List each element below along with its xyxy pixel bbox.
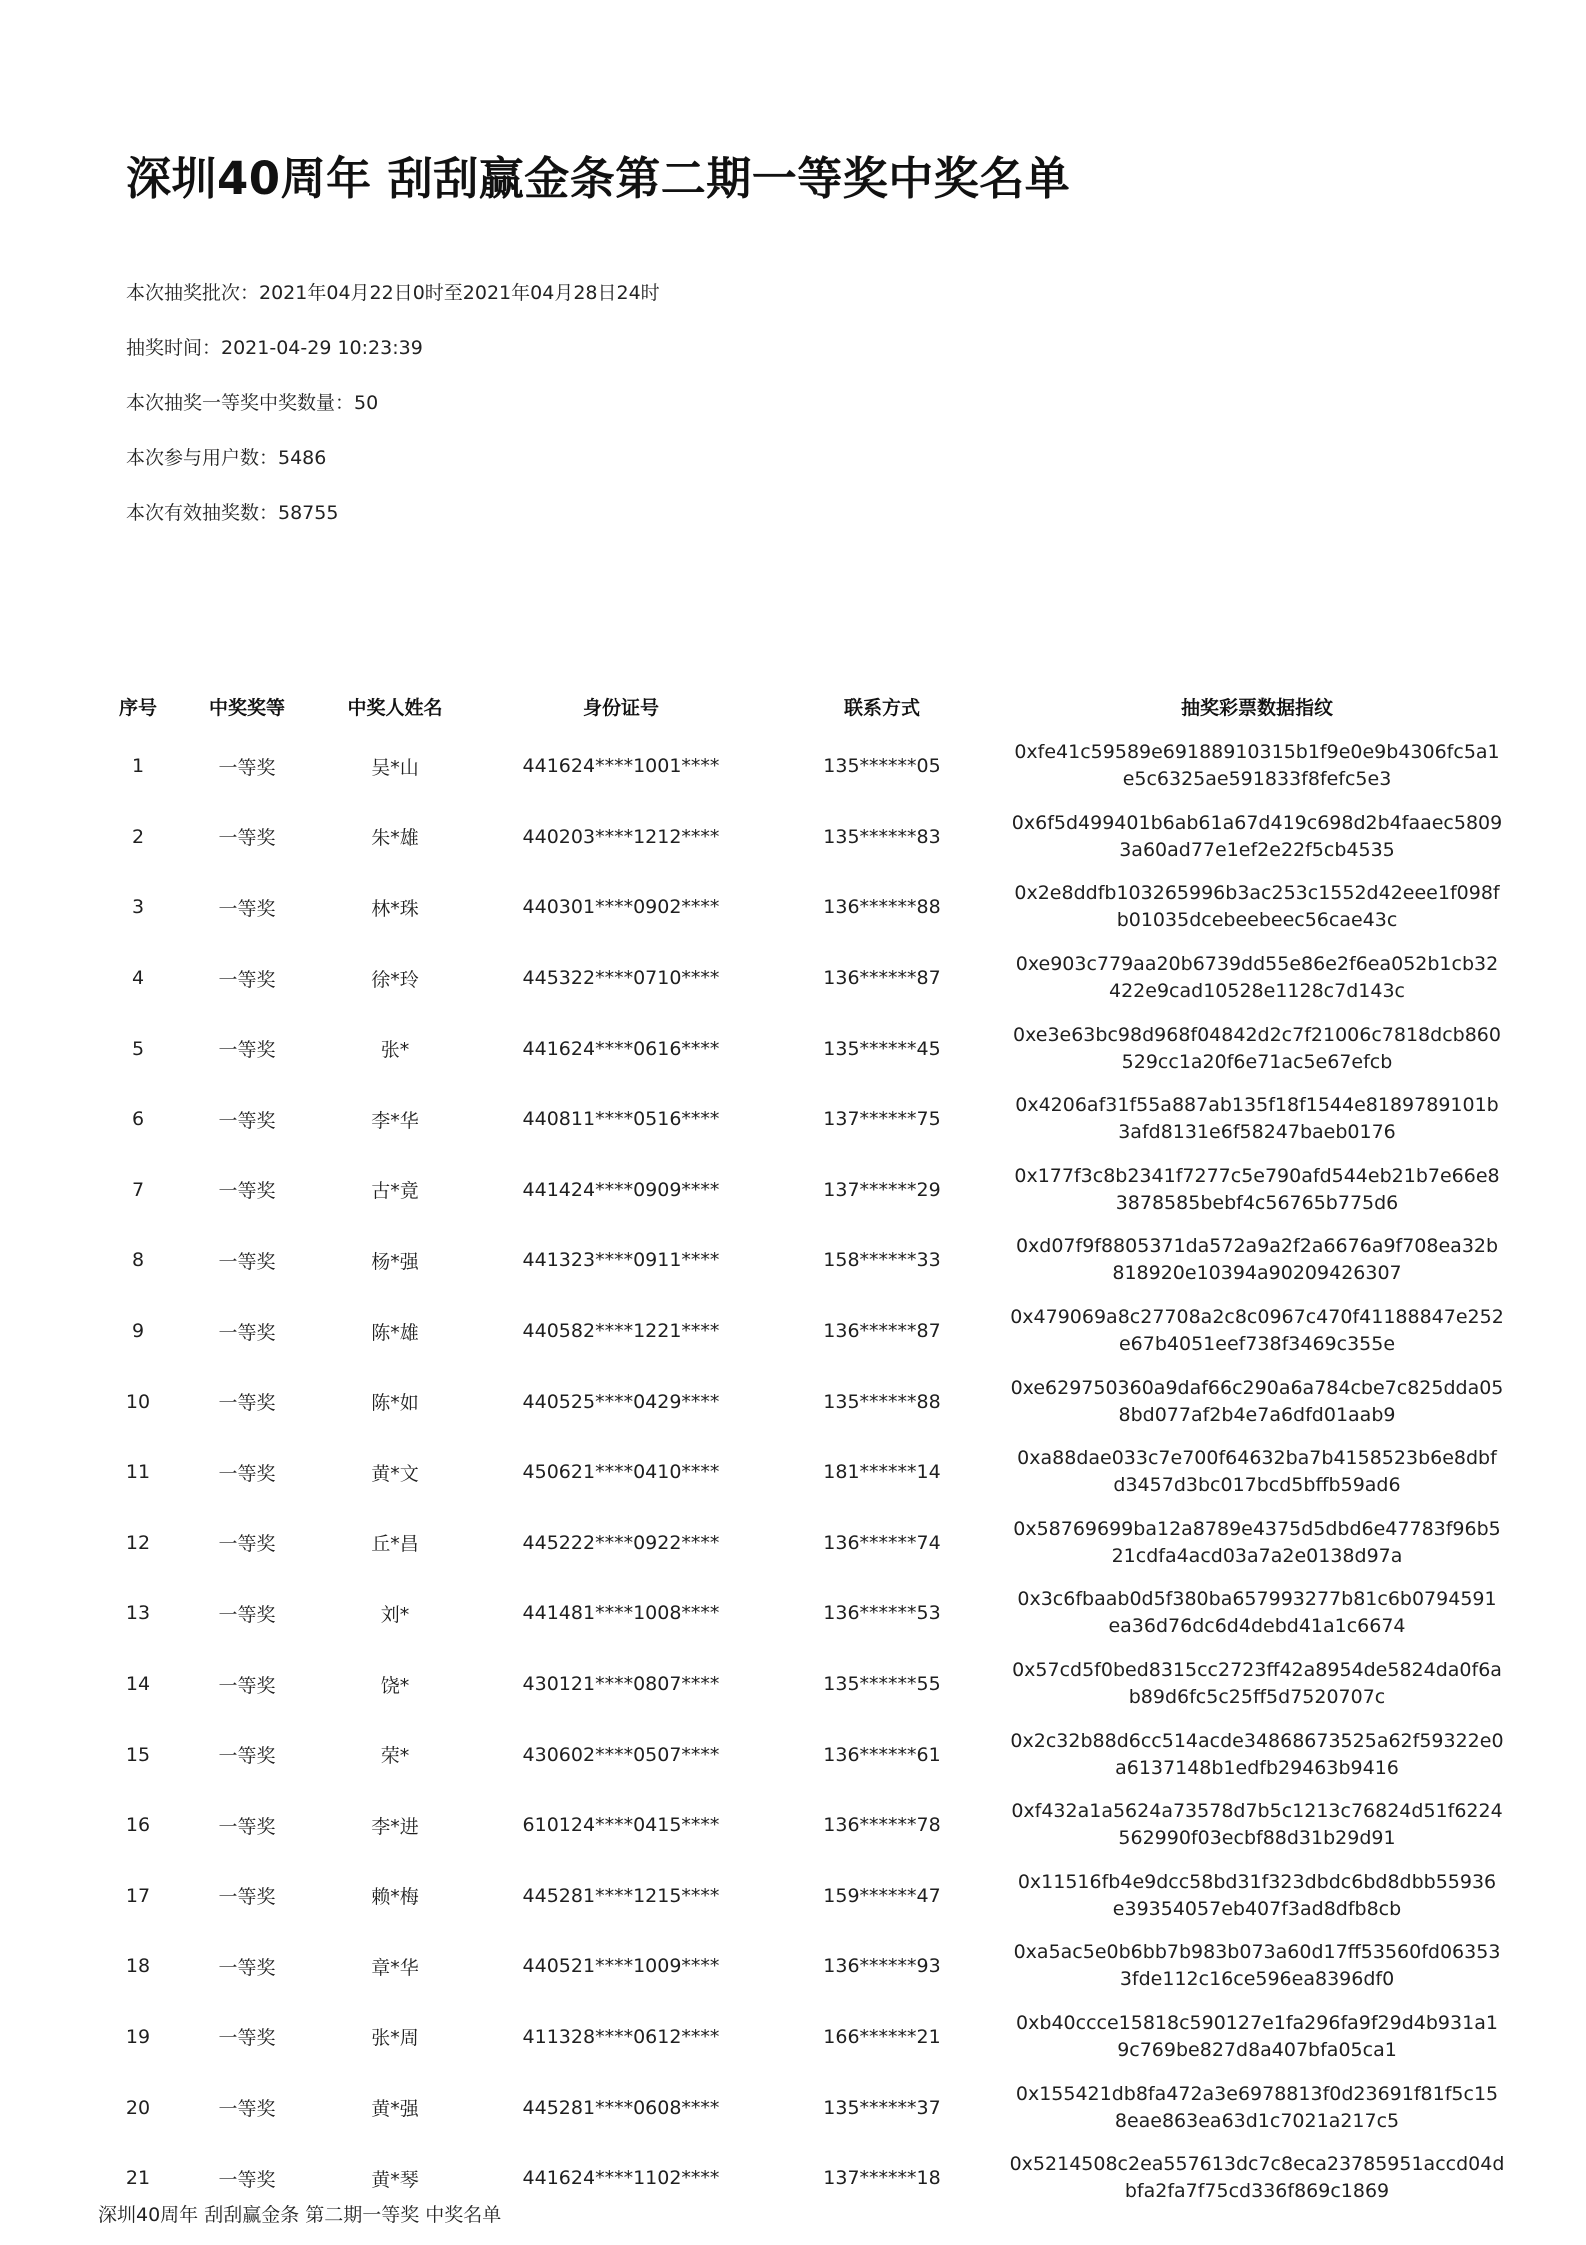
fingerprint-line-2: ea36d76dc6d4debd41a1c6674: [1108, 1615, 1406, 1638]
cell-id-number: 441424****0909****: [522, 1178, 720, 1201]
cell-prize-level: 一等奖: [218, 2168, 276, 2191]
cell-ticket-fingerprint: [998, 943, 1516, 1014]
cell-prize-level: 一等奖: [218, 1462, 276, 1485]
cell-id-number: 441481****1008****: [522, 1602, 720, 1625]
fingerprint-line-1: 0xb40ccce15818c590127e1fa296fa9f29d4b931a1: [1016, 2011, 1498, 2034]
table-row: [96, 1578, 1516, 1649]
table-row: [96, 1155, 1516, 1226]
draw-time: 抽奖时间：2021-04-29 10:23:39: [126, 337, 423, 359]
table-row: [96, 943, 1516, 1014]
cell-id-number: 411328****0612****: [522, 2025, 720, 2048]
fingerprint-line-1: 0xa5ac5e0b6bb7b983b073a60d17ff53560fd06353: [1013, 1941, 1501, 1964]
fingerprint-line-2: e67b4051eef738f3469c355e: [1118, 1333, 1396, 1356]
cell-prize-level: 一等奖: [218, 1392, 276, 1415]
fingerprint-line-1: 0xf432a1a5624a73578d7b5c1213c76824d51f6224: [1011, 1800, 1503, 1823]
cell-ticket-fingerprint: [998, 1437, 1516, 1508]
table-row: [96, 2072, 1516, 2143]
table-row: [96, 872, 1516, 943]
cell-contact: 158******33: [823, 1249, 941, 1272]
header-id-number: 身份证号: [582, 696, 659, 719]
cell-winner-name: 荣*: [380, 1745, 410, 1768]
cell-index: 21: [125, 2167, 151, 2190]
cell-id-number: 445281****0608****: [522, 2096, 720, 2119]
table-row: [96, 1719, 1516, 1790]
fingerprint-line-1: 0x4206af31f55a887ab135f18f1544e8189789101b: [1015, 1094, 1499, 1117]
cell-prize-level: 一等奖: [218, 756, 276, 779]
table-row: [96, 1861, 1516, 1932]
cell-prize-level: 一等奖: [218, 1956, 276, 1979]
cell-index: 4: [131, 967, 145, 990]
cell-prize-level: 一等奖: [218, 1180, 276, 1203]
fingerprint-line-2: 8eae863ea63d1c7021a217c5: [1114, 2109, 1400, 2132]
fingerprint-line-1: 0xe629750360a9daf66c290a6a784cbe7c825dda05: [1010, 1376, 1504, 1399]
cell-prize-level: 一等奖: [218, 1815, 276, 1838]
participant-count: 本次参与用户数：5486: [126, 447, 327, 469]
cell-index: 13: [125, 1602, 151, 1625]
cell-index: 9: [131, 1320, 145, 1343]
cell-ticket-fingerprint: [998, 1508, 1516, 1579]
cell-prize-level: 一等奖: [218, 968, 276, 991]
cell-id-number: 440525****0429****: [522, 1390, 720, 1413]
cell-ticket-fingerprint: [998, 2143, 1516, 2214]
cell-index: 16: [125, 1814, 151, 1837]
cell-contact: 136******74: [823, 1531, 941, 1554]
cell-id-number: 441624****1102****: [522, 2167, 720, 2190]
cell-contact: 135******45: [823, 1037, 941, 1060]
cell-prize-level: 一等奖: [218, 1745, 276, 1768]
header-contact: 联系方式: [843, 696, 920, 719]
cell-winner-name: 黄*强: [371, 2098, 419, 2121]
fingerprint-line-2: 3a60ad77e1ef2e22f5cb4535: [1119, 838, 1395, 861]
cell-prize-level: 一等奖: [218, 2098, 276, 2121]
fingerprint-line-1: 0x3c6fbaab0d5f380ba657993277b81c6b0794591: [1017, 1588, 1497, 1611]
cell-index: 3: [131, 896, 145, 919]
cell-id-number: 450621****0410****: [522, 1461, 720, 1484]
cell-id-number: 440203****1212****: [522, 825, 720, 848]
cell-contact: 136******88: [823, 896, 941, 919]
table-row: [96, 1790, 1516, 1861]
cell-winner-name: 刘*: [380, 1603, 410, 1626]
fingerprint-line-2: 422e9cad10528e1128c7d143c: [1109, 980, 1405, 1003]
table-row: [96, 1013, 1516, 1084]
fingerprint-line-2: 3fde112c16ce596ea8396df0: [1119, 1968, 1395, 1991]
cell-index: 11: [125, 1461, 151, 1484]
table-header-row: [96, 681, 1516, 731]
cell-winner-name: 朱*雄: [371, 827, 419, 850]
cell-contact: 136******87: [823, 1320, 941, 1343]
cell-contact: 135******37: [823, 2096, 941, 2119]
valid-draw-count: 本次有效抽奖数：58755: [126, 502, 339, 524]
table-row: [96, 731, 1516, 802]
fingerprint-line-2: 818920e10394a90209426307: [1112, 1262, 1402, 1285]
table-row: [96, 1366, 1516, 1437]
cell-prize-level: 一等奖: [218, 1250, 276, 1273]
cell-ticket-fingerprint: [998, 1719, 1516, 1790]
fingerprint-line-2: a6137148b1edfb29463b9416: [1115, 1756, 1399, 1779]
cell-ticket-fingerprint: [998, 1578, 1516, 1649]
cell-winner-name: 饶*: [380, 1674, 410, 1697]
fingerprint-line-1: 0x58769699ba12a8789e4375d5dbd6e47783f96b5: [1013, 1517, 1501, 1540]
cell-prize-level: 一等奖: [218, 1674, 276, 1697]
cell-prize-level: 一等奖: [218, 1603, 276, 1626]
cell-contact: 137******75: [823, 1108, 941, 1131]
fingerprint-line-2: 562990f03ecbf88d31b29d91: [1118, 1827, 1396, 1850]
table-row: [96, 802, 1516, 873]
fingerprint-line-2: bfa2fa7f75cd336f869c1869: [1124, 2180, 1390, 2203]
cell-contact: 137******29: [823, 1178, 941, 1201]
fingerprint-line-1: 0xfe41c59589e69188910315b1f9e0e9b4306fc5a1: [1014, 741, 1500, 764]
cell-index: 5: [131, 1037, 145, 1060]
cell-id-number: 440301****0902****: [522, 896, 720, 919]
cell-contact: 135******55: [823, 1673, 941, 1696]
table-row: [96, 2002, 1516, 2073]
cell-winner-name: 黄*文: [371, 1462, 419, 1485]
cell-winner-name: 杨*强: [371, 1250, 419, 1273]
cell-id-number: 445281****1215****: [522, 1884, 720, 1907]
header-index: 序号: [118, 696, 157, 719]
header-ticket-fingerprint: 抽奖彩票数据指纹: [1180, 696, 1333, 719]
cell-ticket-fingerprint: [998, 2002, 1516, 2073]
cell-id-number: 440811****0516****: [522, 1108, 720, 1131]
table-row: [96, 1649, 1516, 1720]
cell-winner-name: 张*周: [371, 2027, 419, 2050]
cell-index: 19: [125, 2025, 151, 2048]
cell-id-number: 445222****0922****: [522, 1531, 720, 1554]
cell-contact: 136******53: [823, 1602, 941, 1625]
page-footer: 深圳40周年 刮刮赢金条 第二期一等奖 中奖名单: [98, 2204, 502, 2226]
cell-winner-name: 林*珠: [371, 897, 419, 920]
cell-index: 10: [125, 1390, 151, 1413]
fingerprint-line-2: 529cc1a20f6e71ac5e67efcb: [1121, 1050, 1393, 1073]
cell-contact: 135******83: [823, 825, 941, 848]
cell-id-number: 430602****0507****: [522, 1743, 720, 1766]
cell-winner-name: 李*华: [371, 1109, 419, 1132]
cell-prize-level: 一等奖: [218, 2027, 276, 2050]
cell-index: 1: [131, 755, 145, 778]
cell-id-number: 610124****0415****: [522, 1814, 720, 1837]
cell-contact: 136******78: [823, 1814, 941, 1837]
cell-winner-name: 张*: [380, 1039, 410, 1062]
table-body: [96, 731, 1516, 2213]
cell-id-number: 441323****0911****: [522, 1249, 720, 1272]
cell-contact: 137******18: [823, 2167, 941, 2190]
cell-prize-level: 一等奖: [218, 1886, 276, 1909]
fingerprint-line-1: 0x6f5d499401b6ab61a67d419c698d2b4faaec5809: [1011, 811, 1503, 834]
draw-batch: 本次抽奖批次：2021年04月22日0时至2021年04月28日24时: [126, 282, 660, 304]
cell-id-number: 440582****1221****: [522, 1320, 720, 1343]
cell-contact: 135******05: [823, 755, 941, 778]
cell-winner-name: 古*竟: [371, 1180, 419, 1203]
header-prize-level: 中奖奖等: [208, 696, 285, 719]
cell-prize-level: 一等奖: [218, 1109, 276, 1132]
fingerprint-line-1: 0xa88dae033c7e700f64632ba7b4158523b6e8dbf: [1017, 1447, 1497, 1470]
cell-id-number: 445322****0710****: [522, 967, 720, 990]
fingerprint-line-2: 9c769be827d8a407bfa05ca1: [1117, 2038, 1397, 2061]
cell-contact: 136******87: [823, 967, 941, 990]
table-row: [96, 1084, 1516, 1155]
cell-ticket-fingerprint: [998, 1861, 1516, 1932]
cell-contact: 166******21: [823, 2025, 941, 2048]
cell-prize-level: 一等奖: [218, 827, 276, 850]
fingerprint-line-1: 0x2e8ddfb103265996b3ac253c1552d42eee1f098f: [1014, 882, 1500, 905]
cell-ticket-fingerprint: [998, 1790, 1516, 1861]
fingerprint-line-2: 3878585bebf4c56765b775d6: [1115, 1191, 1399, 1214]
cell-winner-name: 徐*玲: [371, 968, 419, 991]
cell-contact: 181******14: [823, 1461, 941, 1484]
cell-ticket-fingerprint: [998, 2072, 1516, 2143]
fingerprint-line-2: 3afd8131e6f58247baeb0176: [1118, 1121, 1396, 1144]
cell-index: 14: [125, 1673, 151, 1696]
cell-ticket-fingerprint: [998, 1084, 1516, 1155]
cell-winner-name: 章*华: [371, 1956, 419, 1979]
table-row: [96, 1508, 1516, 1579]
header-winner-name: 中奖人姓名: [347, 696, 443, 719]
cell-id-number: 440521****1009****: [522, 1955, 720, 1978]
cell-contact: 136******93: [823, 1955, 941, 1978]
cell-index: 7: [131, 1178, 145, 1201]
fingerprint-line-1: 0x177f3c8b2341f7277c5e790afd544eb21b7e66e8: [1014, 1164, 1500, 1187]
fingerprint-line-1: 0x57cd5f0bed8315cc2723ff42a8954de5824da0f6a: [1012, 1659, 1502, 1682]
cell-index: 8: [131, 1249, 145, 1272]
fingerprint-line-1: 0x2c32b88d6cc514acde34868673525a62f59322e0: [1010, 1729, 1504, 1752]
page-title: 深圳40周年 刮刮赢金条第二期一等奖中奖名单: [126, 152, 1071, 205]
cell-ticket-fingerprint: [998, 1296, 1516, 1367]
cell-winner-name: 丘*昌: [371, 1533, 419, 1556]
cell-ticket-fingerprint: [998, 731, 1516, 802]
draw-info: [126, 278, 660, 553]
cell-ticket-fingerprint: [998, 1366, 1516, 1437]
cell-winner-name: 吴*山: [371, 756, 419, 779]
table-row: [96, 1296, 1516, 1367]
fingerprint-line-1: 0x11516fb4e9dcc58bd31f323dbdc6bd8dbb55936: [1017, 1870, 1497, 1893]
cell-id-number: 430121****0807****: [522, 1673, 720, 1696]
cell-prize-level: 一等奖: [218, 897, 276, 920]
cell-id-number: 441624****1001****: [522, 755, 720, 778]
cell-contact: 136******61: [823, 1743, 941, 1766]
cell-id-number: 441624****0616****: [522, 1037, 720, 1060]
winners-table: [96, 681, 1516, 2213]
cell-index: 17: [125, 1884, 151, 1907]
cell-index: 18: [125, 1955, 151, 1978]
fingerprint-line-1: 0xe903c779aa20b6739dd55e86e2f6ea052b1cb32: [1015, 953, 1499, 976]
cell-prize-level: 一等奖: [218, 1321, 276, 1344]
cell-ticket-fingerprint: [998, 1225, 1516, 1296]
cell-winner-name: 陈*如: [371, 1392, 419, 1415]
fingerprint-line-2: d3457d3bc017bcd5bffb59ad6: [1113, 1474, 1401, 1497]
cell-index: 2: [131, 825, 145, 848]
cell-winner-name: 陈*雄: [371, 1321, 419, 1344]
table-row: [96, 1437, 1516, 1508]
cell-prize-level: 一等奖: [218, 1039, 276, 1062]
cell-index: 12: [125, 1531, 151, 1554]
winner-count: 本次抽奖一等奖中奖数量：50: [126, 392, 379, 414]
cell-contact: 135******88: [823, 1390, 941, 1413]
fingerprint-line-1: 0xd07f9f8805371da572a9a2f2a6676a9f708ea32b: [1015, 1235, 1499, 1258]
fingerprint-line-2: b01035dcebeebeec56cae43c: [1116, 909, 1398, 932]
cell-index: 6: [131, 1108, 145, 1131]
table-row: [96, 1225, 1516, 1296]
fingerprint-line-1: 0x479069a8c27708a2c8c0967c470f41188847e252: [1010, 1306, 1504, 1329]
fingerprint-line-1: 0xe3e63bc98d968f04842d2c7f21006c7818dcb860: [1013, 1023, 1501, 1046]
fingerprint-line-1: 0x155421db8fa472a3e6978813f0d23691f81f5c15: [1015, 2082, 1499, 2105]
cell-ticket-fingerprint: [998, 1649, 1516, 1720]
cell-ticket-fingerprint: [998, 1931, 1516, 2002]
cell-index: 15: [125, 1743, 151, 1766]
fingerprint-line-1: 0x5214508c2ea557613dc7c8eca23785951accd04d: [1009, 2153, 1505, 2176]
cell-winner-name: 李*进: [371, 1815, 419, 1838]
fingerprint-line-2: 21cdfa4acd03a7a2e0138d97a: [1111, 1544, 1403, 1567]
cell-contact: 159******47: [823, 1884, 941, 1907]
cell-index: 20: [125, 2096, 151, 2119]
fingerprint-line-2: e5c6325ae591833f8fefc5e3: [1122, 768, 1392, 791]
cell-ticket-fingerprint: [998, 872, 1516, 943]
fingerprint-line-2: 8bd077af2b4e7a6dfd01aab9: [1118, 1403, 1396, 1426]
cell-ticket-fingerprint: [998, 1013, 1516, 1084]
fingerprint-line-2: e39354057eb407f3ad8dfb8cb: [1112, 1897, 1402, 1920]
fingerprint-line-2: b89d6fc5c25ff5d7520707c: [1128, 1686, 1386, 1709]
cell-winner-name: 黄*琴: [371, 2168, 419, 2191]
cell-ticket-fingerprint: [998, 1155, 1516, 1226]
table-row: [96, 1931, 1516, 2002]
cell-winner-name: 赖*梅: [371, 1886, 419, 1909]
cell-ticket-fingerprint: [998, 802, 1516, 873]
cell-prize-level: 一等奖: [218, 1533, 276, 1556]
